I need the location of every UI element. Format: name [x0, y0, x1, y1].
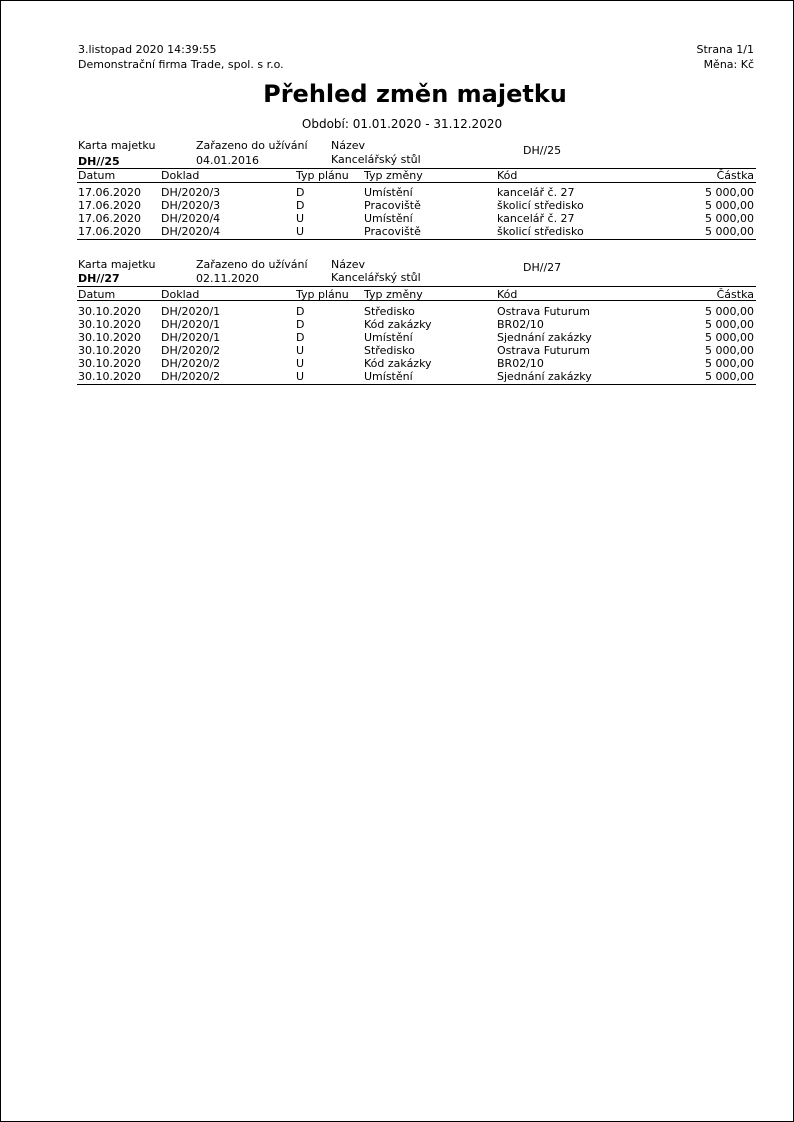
cell-date: 30.10.2020 [78, 331, 141, 344]
cell-amount: 5 000,00 [705, 344, 754, 357]
cell-plan-type: D [296, 331, 305, 344]
col-code: Kód [497, 288, 518, 301]
cell-date: 17.06.2020 [78, 199, 141, 212]
cell-change-type: Středisko [364, 305, 415, 318]
table-row [1, 212, 793, 225]
cell-document: DH/2020/4 [161, 225, 221, 238]
cell-amount: 5 000,00 [705, 225, 754, 238]
col-date: Datum [78, 288, 116, 301]
table-row [1, 186, 793, 199]
col-plan-type: Typ plánu [296, 288, 349, 301]
cell-code: BR02/10 [497, 318, 544, 331]
cell-document: DH/2020/1 [161, 331, 221, 344]
cell-document: DH/2020/2 [161, 370, 221, 383]
cell-code: BR02/10 [497, 357, 544, 370]
col-document: Doklad [161, 288, 200, 301]
col-change-type: Typ změny [364, 169, 423, 182]
cell-amount: 5 000,00 [705, 331, 754, 344]
cell-code: Ostrava Futurum [497, 344, 590, 357]
cell-date: 30.10.2020 [78, 318, 141, 331]
cell-amount: 5 000,00 [705, 305, 754, 318]
asset-name: Kancelářský stůl [331, 271, 421, 284]
cell-plan-type: U [296, 357, 305, 370]
cell-plan-type: U [296, 225, 305, 238]
cell-date: 17.06.2020 [78, 186, 141, 199]
col-date: Datum [78, 169, 116, 182]
divider [77, 300, 756, 301]
divider [77, 239, 756, 240]
cell-date: 30.10.2020 [78, 305, 141, 318]
cell-code: školicí středisko [497, 199, 584, 212]
cell-change-type: Kód zakázky [364, 318, 432, 331]
cell-code: kancelář č. 27 [497, 212, 575, 225]
name-label: Název [331, 139, 366, 152]
cell-date: 17.06.2020 [78, 225, 141, 238]
cell-change-type: Umístění [364, 212, 413, 225]
col-code: Kód [497, 169, 518, 182]
cell-change-type: Pracoviště [364, 199, 421, 212]
cell-code: Sjednání zakázky [497, 370, 592, 383]
cell-amount: 5 000,00 [705, 212, 754, 225]
cell-document: DH/2020/1 [161, 318, 221, 331]
cell-date: 30.10.2020 [78, 357, 141, 370]
cell-change-type: Středisko [364, 344, 415, 357]
col-amount: Částka [716, 169, 754, 182]
report-title: Přehled změn majetku [263, 80, 567, 108]
table-row [1, 318, 793, 331]
name-label: Název [331, 258, 366, 271]
print-datetime: 3.listopad 2020 14:39:55 [78, 43, 217, 56]
table-row [1, 344, 793, 357]
cell-document: DH/2020/2 [161, 357, 221, 370]
cell-document: DH/2020/4 [161, 212, 221, 225]
col-change-type: Typ změny [364, 288, 423, 301]
card-label: Karta majetku [78, 258, 156, 271]
card-label: Karta majetku [78, 139, 156, 152]
table-row [1, 199, 793, 212]
cell-code: Ostrava Futurum [497, 305, 590, 318]
table-row [1, 331, 793, 344]
page-number: Strana 1/1 [696, 43, 754, 56]
table-row [1, 370, 793, 383]
cell-date: 30.10.2020 [78, 370, 141, 383]
cell-plan-type: D [296, 318, 305, 331]
table-row [1, 225, 793, 238]
cell-plan-type: U [296, 370, 305, 383]
cell-amount: 5 000,00 [705, 186, 754, 199]
divider [77, 182, 756, 183]
cell-change-type: Pracoviště [364, 225, 421, 238]
table-row [1, 357, 793, 370]
cell-amount: 5 000,00 [705, 199, 754, 212]
cell-amount: 5 000,00 [705, 318, 754, 331]
in-use-date: 02.11.2020 [196, 272, 259, 285]
col-amount: Částka [716, 288, 754, 301]
cell-plan-type: U [296, 212, 305, 225]
in-use-label: Zařazeno do užívání [196, 258, 308, 271]
cell-amount: 5 000,00 [705, 370, 754, 383]
cell-document: DH/2020/2 [161, 344, 221, 357]
asset-name: Kancelářský stůl [331, 153, 421, 166]
cell-plan-type: D [296, 305, 305, 318]
card-number: DH//27 [78, 272, 120, 285]
cell-code: Sjednání zakázky [497, 331, 592, 344]
code-ref: DH//25 [523, 144, 562, 157]
cell-document: DH/2020/1 [161, 305, 221, 318]
cell-plan-type: D [296, 199, 305, 212]
table-header [1, 169, 793, 182]
cell-change-type: Umístění [364, 331, 413, 344]
cell-change-type: Umístění [364, 186, 413, 199]
in-use-date: 04.01.2016 [196, 154, 259, 167]
table-row [1, 305, 793, 318]
divider [77, 384, 756, 385]
company-name: Demonstrační firma Trade, spol. s r.o. [78, 58, 284, 71]
cell-plan-type: D [296, 186, 305, 199]
code-ref: DH//27 [523, 261, 562, 274]
card-number: DH//25 [78, 155, 120, 168]
currency: Měna: Kč [703, 58, 754, 71]
col-document: Doklad [161, 169, 200, 182]
cell-document: DH/2020/3 [161, 199, 221, 212]
cell-date: 17.06.2020 [78, 212, 141, 225]
col-plan-type: Typ plánu [296, 169, 349, 182]
cell-change-type: Kód zakázky [364, 357, 432, 370]
cell-date: 30.10.2020 [78, 344, 141, 357]
cell-code: kancelář č. 27 [497, 186, 575, 199]
cell-code: školicí středisko [497, 225, 584, 238]
cell-plan-type: U [296, 344, 305, 357]
divider [77, 286, 756, 287]
cell-document: DH/2020/3 [161, 186, 221, 199]
report-period: Období: 01.01.2020 - 31.12.2020 [301, 117, 503, 131]
cell-change-type: Umístění [364, 370, 413, 383]
in-use-label: Zařazeno do užívání [196, 139, 308, 152]
cell-amount: 5 000,00 [705, 357, 754, 370]
